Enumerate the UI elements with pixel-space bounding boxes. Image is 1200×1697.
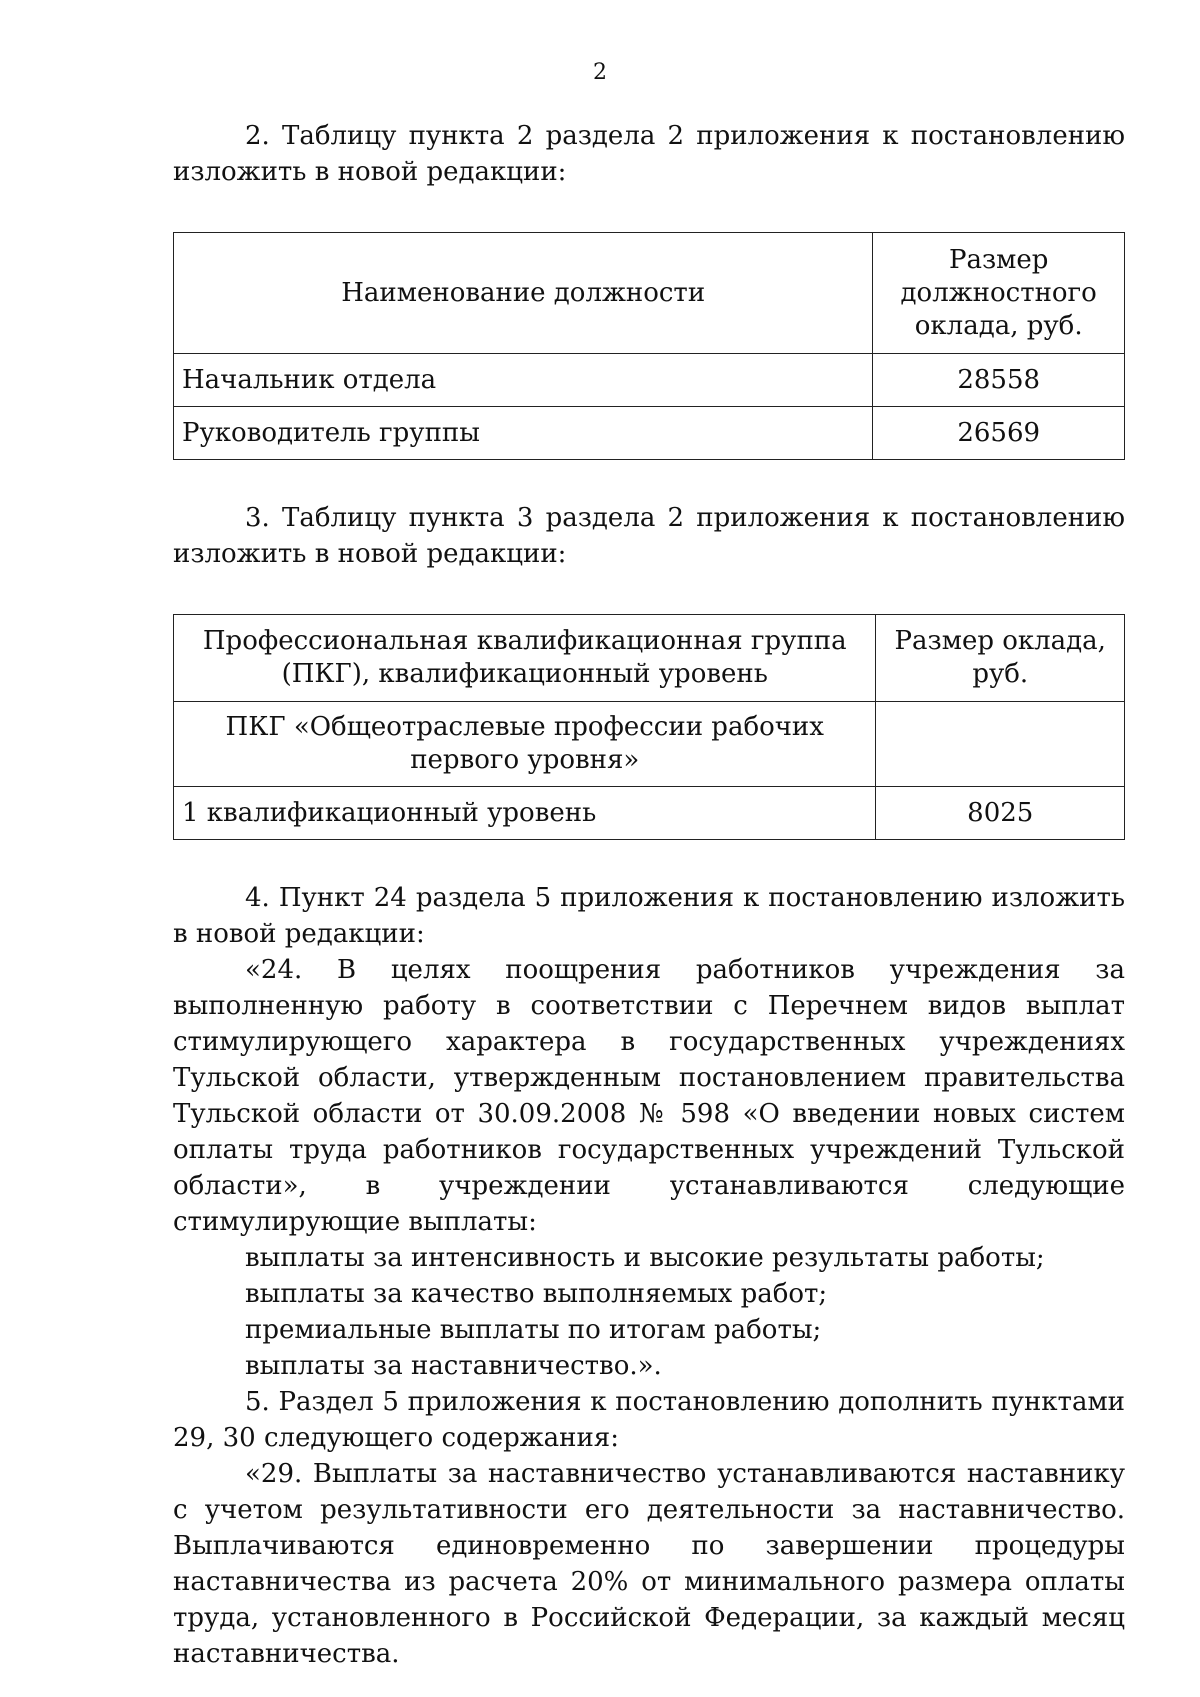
list-item: премиальные выплаты по итогам работы; bbox=[245, 1315, 822, 1345]
qualification-level-cell: 1 квалификационный уровень bbox=[174, 787, 876, 840]
table-row bbox=[174, 407, 1125, 460]
list-item: выплаты за качество выполняемых работ; bbox=[245, 1279, 828, 1309]
paragraph-5-quote: «29. Выплаты за наставничество устанавливаются наставнику с учетом результативности его деятельности за наставничество. Выплачиваются единовременно по завершении процедуры наставничества из расчета 20% от минимального размера оплаты труда, установленного в Российской Федерации, за каждый месяц наставничества. bbox=[173, 1459, 1125, 1669]
paragraph-5: 5. Раздел 5 приложения к постановлению дополнить пунктами 29, 30 следующего содержания: bbox=[173, 1387, 1125, 1453]
table-group-row bbox=[174, 702, 1125, 787]
salary-table-qualification bbox=[173, 614, 1125, 840]
header-qualification-group: Профессиональная квалификационная группа (ПКГ), квалификационный уровень bbox=[174, 615, 876, 702]
list-item: выплаты за наставничество.». bbox=[245, 1351, 662, 1381]
salary-table-positions bbox=[173, 232, 1125, 460]
header-position-name: Наименование должности bbox=[174, 233, 873, 354]
paragraph-4-quote: «24. В целях поощрения работников учреждения за выполненную работу в соответствии с Перечнем видов выплат стимулирующего характера в государственных учреждениях Тульской области, утвержденным постановлением правительства Тульской области от 30.09.2008 № 598 «О введении новых систем оплаты труда работников государственных учреждений Тульской области», в учреждении устанавливаются следующие стимулирующие выплаты: bbox=[173, 955, 1125, 1237]
paragraph-2: 2. Таблицу пункта 2 раздела 2 приложения к постановлению изложить в новой редакции: bbox=[173, 121, 1125, 187]
paragraph-3: 3. Таблицу пункта 3 раздела 2 приложения к постановлению изложить в новой редакции: bbox=[173, 503, 1125, 569]
page-number: 2 bbox=[593, 60, 607, 85]
group-value-cell bbox=[876, 702, 1125, 787]
header-salary-size: Размер оклада, руб. bbox=[876, 615, 1125, 702]
table-row bbox=[174, 787, 1125, 840]
list-item: выплаты за интенсивность и высокие результаты работы; bbox=[245, 1243, 1045, 1273]
salary-value-cell: 26569 bbox=[873, 407, 1125, 460]
table-header-row bbox=[174, 615, 1125, 702]
header-salary-size: Размер должностного оклада, руб. bbox=[873, 233, 1125, 354]
paragraph-4: 4. Пункт 24 раздела 5 приложения к постановлению изложить в новой редакции: bbox=[173, 883, 1125, 949]
salary-value-cell: 28558 bbox=[873, 354, 1125, 407]
qualification-group-cell: ПКГ «Общеотраслевые профессии рабочих первого уровня» bbox=[174, 702, 876, 787]
document-body bbox=[173, 118, 1125, 1672]
table-row bbox=[174, 354, 1125, 407]
table-header-row bbox=[174, 233, 1125, 354]
position-name-cell: Руководитель группы bbox=[174, 407, 873, 460]
salary-value-cell: 8025 bbox=[876, 787, 1125, 840]
position-name-cell: Начальник отдела bbox=[174, 354, 873, 407]
